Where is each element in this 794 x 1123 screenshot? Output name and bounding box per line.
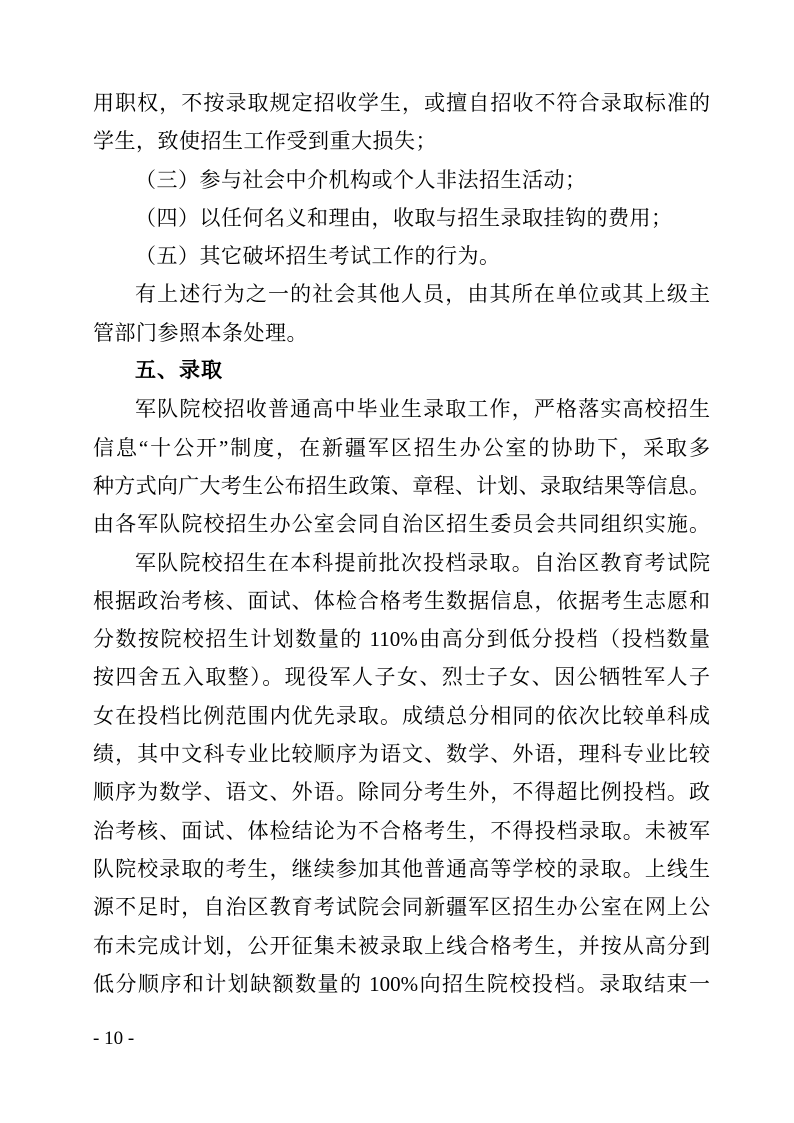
text-line: 军队院校招生在本科提前批次投档录取。自治区教育考试院: [135, 550, 710, 575]
text-line: 女在投档比例范围内优先录取。成绩总分相同的依次比较单科成: [93, 703, 710, 728]
text-line: （四）以任何名义和理由，收取与招生录取挂钩的费用；: [135, 205, 673, 230]
text-line: 学生，致使招生工作受到重大损失；: [93, 129, 437, 154]
text-line: 根据政治考核、面试、体检合格考生数据信息，依据考生志愿和: [93, 588, 710, 613]
text-line: 军队院校招收普通高中毕业生录取工作，严格落实高校招生: [135, 397, 710, 422]
text-line: 队院校录取的考生，继续参加其他普通高等学校的录取。上线生: [93, 856, 710, 881]
text-line: 管部门参照本条处理。: [93, 320, 308, 345]
text-line: 种方式向广大考生公布招生政策、章程、计划、录取结果等信息。: [93, 473, 710, 498]
text-line: 治考核、面试、体检结论为不合格考生，不得投档录取。未被军: [93, 818, 710, 843]
text-line: 由各军队院校招生办公室会同自治区招生委员会共同组织实施。: [93, 512, 710, 537]
document-body: [93, 84, 710, 1003]
text-line: 绩，其中文科专业比较顺序为语文、数学、外语，理科专业比较: [93, 742, 710, 767]
text-line: 按四舍五入取整）。现役军人子女、烈士子女、因公牺牲军人子: [93, 665, 710, 690]
text-line: 源不足时，自治区教育考试院会同新疆军区招生办公室在网上公: [93, 895, 710, 920]
text-line: 低分顺序和计划缺额数量的 100%向招生院校投档。录取结束一: [93, 971, 710, 996]
text-line: （三）参与社会中介机构或个人非法招生活动；: [135, 167, 587, 192]
section-heading: 五、录取: [135, 359, 223, 383]
text-line: 顺序为数学、语文、外语。除同分考生外，不得超比例投档。政: [93, 780, 710, 805]
text-line: 有上述行为之一的社会其他人员，由其所在单位或其上级主: [135, 282, 710, 307]
page-number: - 10 -: [93, 1028, 135, 1049]
text-line: 布未完成计划，公开征集未被录取上线合格考生，并按从高分到: [93, 933, 710, 958]
text-line: （五）其它破坏招生考试工作的行为。: [135, 244, 501, 269]
text-line: 用职权，不按录取规定招收学生，或擅自招收不符合录取标准的: [93, 91, 710, 115]
text-line: 分数按院校招生计划数量的 110%由高分到低分投档（投档数量: [93, 627, 710, 652]
text-line: 信息“十公开”制度，在新疆军区招生办公室的协助下，采取多: [93, 435, 710, 460]
